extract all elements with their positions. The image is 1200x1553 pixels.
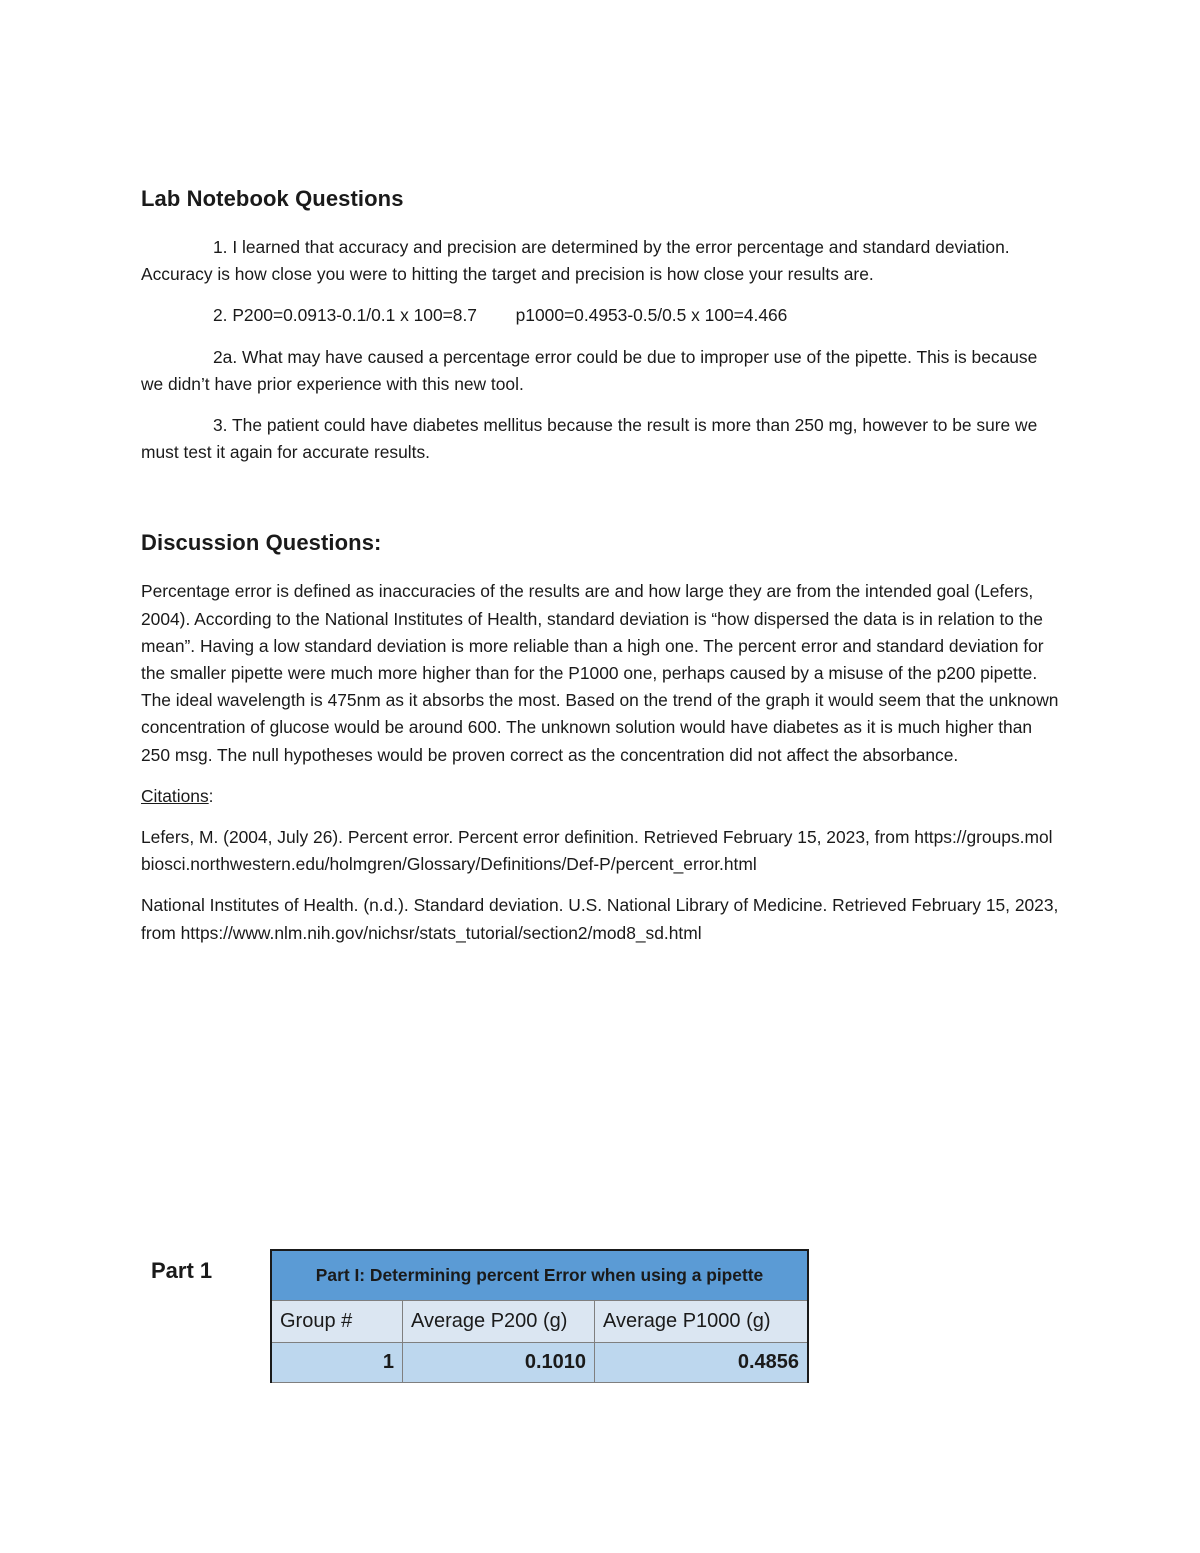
citation-lefers: Lefers, M. (2004, July 26). Percent error. Percent error definition. Retrieved February 15, 2023, from https://groups.molbiosci.northwestern.edu/holmgren/Glossary/Definitions/Def-P/percent_error.html [141,827,1053,875]
part-1-label: Part 1 [151,1258,213,1283]
discussion-heading: Discussion Questions: [141,530,382,556]
header-average-p200: Average P200 (g) [403,1301,595,1343]
lab-answer-3: 3. The patient could have diabetes mellitus because the result is more than 250 mg, however to be sure we must test it again for accurate results. [141,415,1038,463]
header-average-p1000: Average P1000 (g) [595,1301,809,1343]
lab-notebook-heading: Lab Notebook Questions [141,186,404,211]
table-row [271,1343,808,1383]
lab-answer-2: 2. P200=0.0913-0.1/0.1 x 100=8.7 p1000=0.4953-0.5/0.5 x 100=4.466 [213,305,788,326]
cell-group: 1 [271,1343,403,1383]
document-body [141,186,1061,961]
citations-label: Citations [141,785,209,806]
lab-answer-2a: 2a. What may have caused a percentage error could be due to improper use of the pipette. This is because we didn’t have prior experience with this new tool. [141,346,1038,394]
citations-heading [141,783,1061,810]
cell-average-p200: 0.1010 [403,1343,595,1383]
discussion-body: Percentage error is defined as inaccuracies of the results are and how large they are from the intended goal (Lefers, 2004). According to the National Institutes of Health, standard deviation is “how dispersed the data is in relation to the mean”. Having a low standard deviation is more reliable than a high one. The percent error and standard deviation for the smaller pipette were much more higher than for the P1000 one, perhaps caused by a misuse of the p200 pipette. The ideal wavelength is 475nm as it absorbs the most. Based on the trend of the graph it would seem that the unknown concentration of glucose would be around 600. The unknown solution would have diabetes as it is much higher than 250 msg. The null hypotheses would be proven correct as the concentration did not affect the absorbance. [141,581,1059,765]
citation-nih: National Institutes of Health. (n.d.). Standard deviation. U.S. National Library of Medicine. Retrieved February 15, 2023, from https://www.nlm.nih.gov/nichsr/stats_tutorial/section2/mod8_sd.html [141,895,1059,943]
header-group: Group # [271,1301,403,1343]
table-title: Part I: Determining percent Error when using a pipette [271,1250,808,1301]
percent-error-table [270,1249,809,1383]
citations-colon: : [208,785,214,806]
table-title-row [271,1250,808,1301]
lab-answer-1: 1. I learned that accuracy and precision are determined by the error percentage and standard deviation. Accuracy is how close you were to hitting the target and precision is how close your results are. [141,237,1010,285]
table-header-row [271,1301,808,1343]
cell-average-p1000: 0.4856 [595,1343,809,1383]
